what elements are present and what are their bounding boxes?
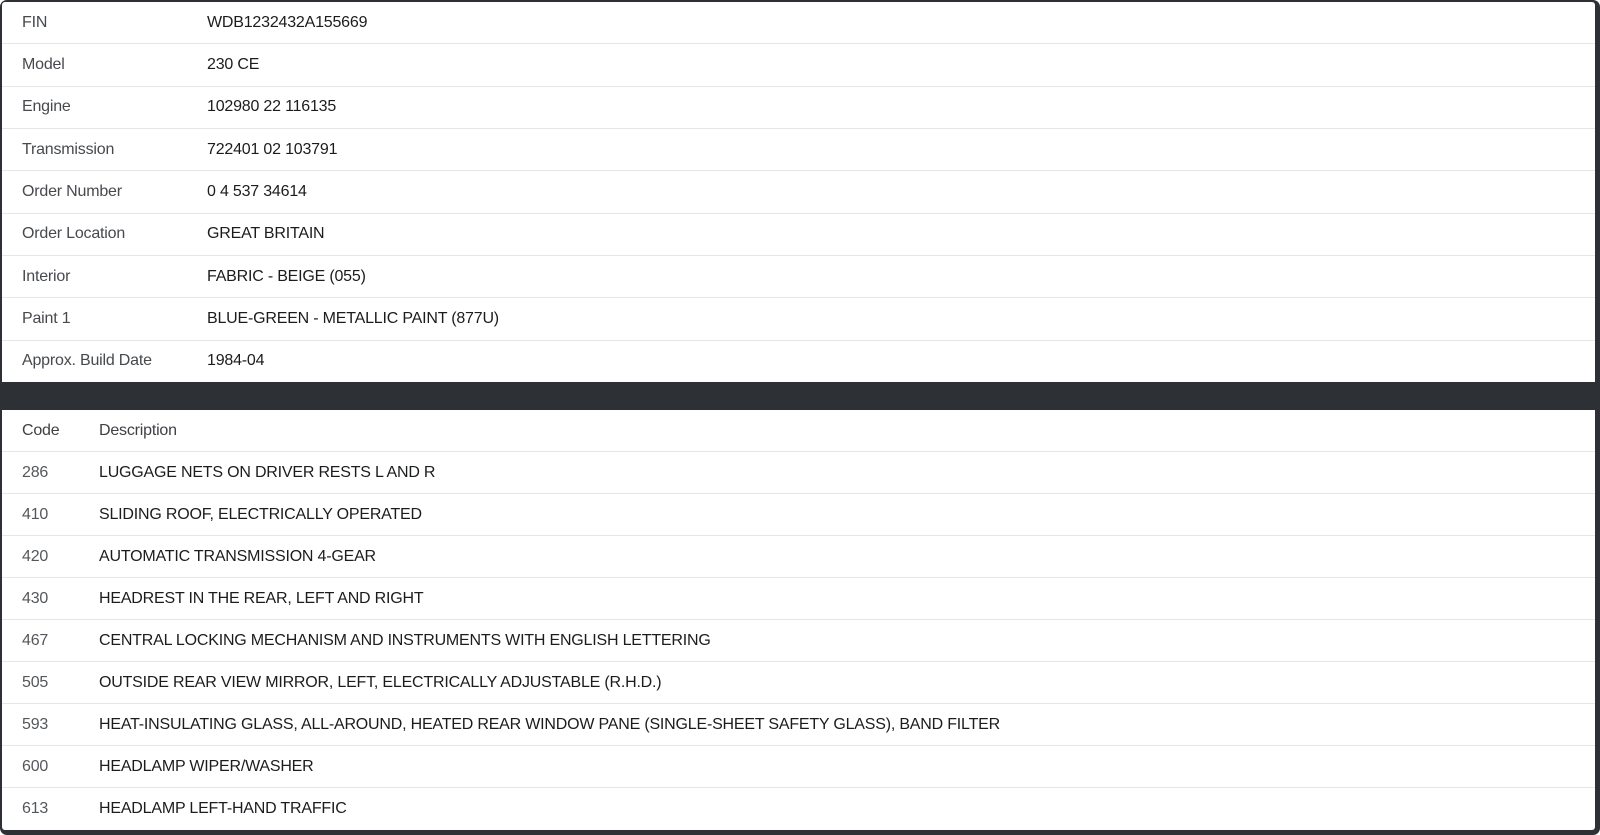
option-description: CENTRAL LOCKING MECHANISM AND INSTRUMENTS WITH ENGLISH LETTERING: [99, 631, 711, 649]
field-label: Approx. Build Date: [22, 352, 152, 370]
field-label: Order Number: [22, 182, 122, 200]
vehicle-info-table: [2, 2, 1595, 382]
option-code: 505: [22, 673, 49, 691]
option-description: HEADLAMP LEFT-HAND TRAFFIC: [99, 800, 347, 817]
field-value: 1984-04: [207, 352, 265, 370]
vehicle-info-row: [2, 129, 1595, 171]
option-row: [2, 620, 1595, 662]
option-row: [2, 704, 1595, 746]
option-row: [2, 578, 1595, 620]
field-label: Interior: [22, 267, 71, 285]
option-code: 410: [22, 505, 49, 523]
vehicle-info-row: [2, 171, 1595, 213]
field-value: 722401 02 103791: [207, 140, 338, 158]
option-code: 286: [22, 463, 49, 481]
field-label: FIN: [22, 13, 48, 31]
option-codes-header: [2, 410, 1595, 452]
field-value: 0 4 537 34614: [207, 182, 307, 200]
option-row: [2, 452, 1595, 494]
field-value: 230 CE: [207, 55, 260, 73]
option-code: 420: [22, 547, 49, 565]
vehicle-info-row: [2, 214, 1595, 256]
option-code: 600: [22, 757, 49, 775]
option-code: 593: [22, 715, 49, 733]
field-value: GREAT BRITAIN: [207, 225, 325, 243]
option-code: 467: [22, 631, 49, 649]
field-value: FABRIC - BEIGE (055): [207, 267, 366, 285]
description-column-header: Description: [99, 421, 177, 439]
vehicle-info-row: [2, 298, 1595, 340]
vehicle-info-row: [2, 44, 1595, 86]
field-label: Paint 1: [22, 309, 71, 327]
option-description: AUTOMATIC TRANSMISSION 4-GEAR: [99, 547, 376, 565]
option-code: 613: [22, 800, 49, 817]
option-description: OUTSIDE REAR VIEW MIRROR, LEFT, ELECTRICALLY ADJUSTABLE (R.H.D.): [99, 673, 662, 691]
option-description: HEAT-INSULATING GLASS, ALL-AROUND, HEATED REAR WINDOW PANE (SINGLE-SHEET SAFETY GLASS), BAND FILTER: [99, 715, 1000, 733]
field-value: WDB1232432A155669: [207, 13, 368, 31]
field-value: 102980 22 116135: [207, 98, 337, 116]
option-code: 430: [22, 589, 49, 607]
option-description: SLIDING ROOF, ELECTRICALLY OPERATED: [99, 505, 422, 523]
code-column-header: Code: [22, 421, 60, 439]
field-label: Engine: [22, 98, 71, 116]
field-label: Transmission: [22, 140, 115, 158]
vehicle-info-row: [2, 341, 1595, 382]
field-label: Order Location: [22, 225, 126, 243]
option-row: [2, 536, 1595, 578]
option-row: [2, 494, 1595, 536]
option-row: [2, 662, 1595, 704]
vehicle-info-row: [2, 2, 1595, 44]
option-description: LUGGAGE NETS ON DRIVER RESTS L AND R: [99, 463, 436, 481]
vehicle-info-row: [2, 256, 1595, 298]
option-description: HEADREST IN THE REAR, LEFT AND RIGHT: [99, 589, 424, 607]
field-value: BLUE-GREEN - METALLIC PAINT (877U): [207, 309, 499, 327]
option-codes-table: [2, 410, 1595, 830]
field-label: Model: [22, 55, 65, 73]
option-row: [2, 746, 1595, 788]
option-row: [2, 788, 1595, 830]
option-description: HEADLAMP WIPER/WASHER: [99, 757, 314, 775]
vehicle-info-row: [2, 87, 1595, 129]
